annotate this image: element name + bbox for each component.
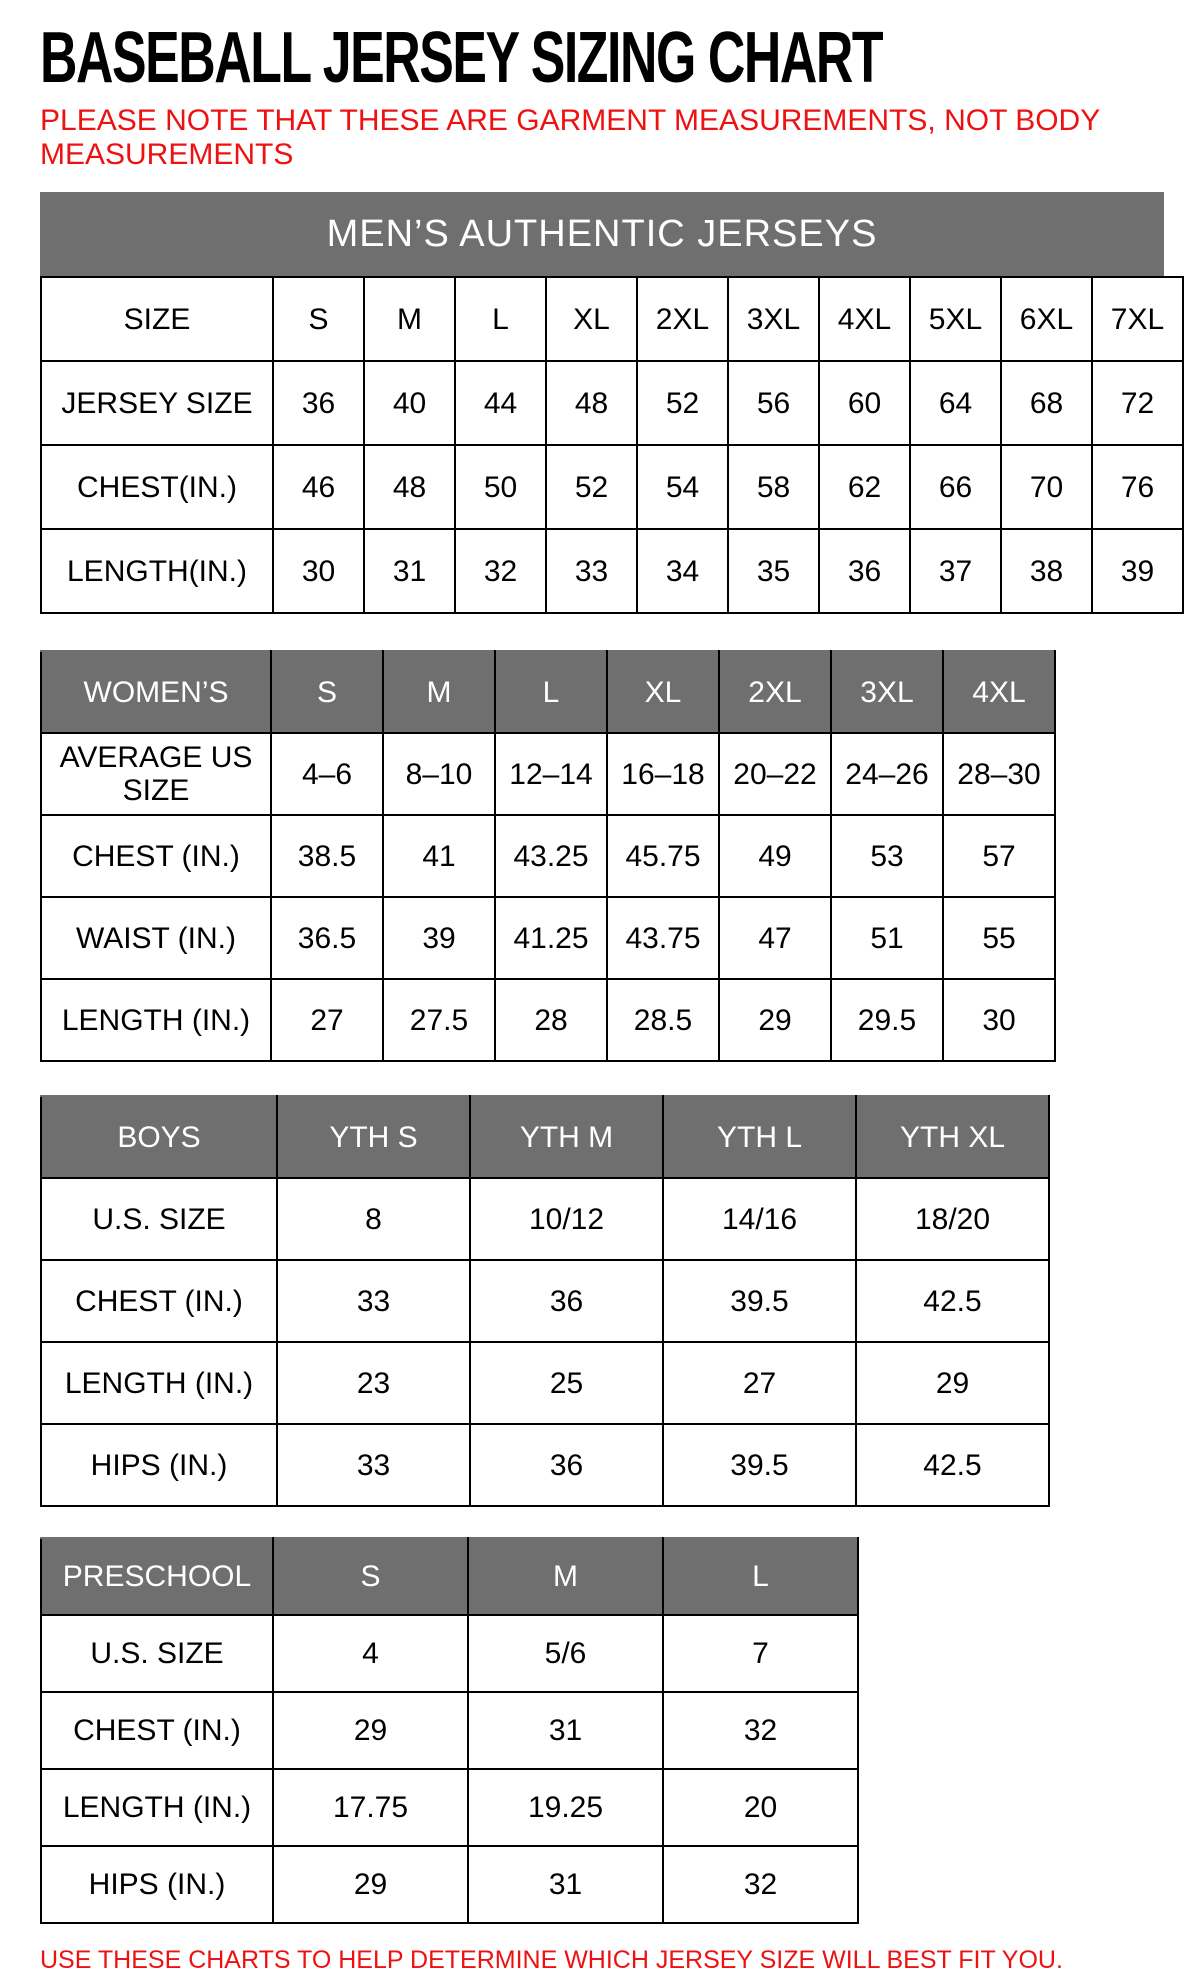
womens-table-row	[41, 897, 1055, 979]
value-cell: 28.5	[607, 979, 719, 1061]
page-title: BASEBALL JERSEY SIZING CHART	[40, 18, 883, 98]
value-cell: 64	[910, 361, 1001, 445]
value-cell: 24–26	[831, 733, 943, 815]
preschool-table-row	[41, 1692, 858, 1769]
value-cell: 38	[1001, 529, 1092, 613]
value-cell: 55	[943, 897, 1055, 979]
row-label-cell: HIPS (IN.)	[41, 1424, 277, 1506]
womens-sizing-table	[40, 650, 1056, 1062]
value-cell: 33	[277, 1424, 470, 1506]
value-cell: 3XL	[728, 277, 819, 361]
value-cell: L	[455, 277, 546, 361]
value-cell: 33	[546, 529, 637, 613]
value-cell: 66	[910, 445, 1001, 529]
value-cell: 40	[364, 361, 455, 445]
value-cell: 56	[728, 361, 819, 445]
value-cell: 30	[273, 529, 364, 613]
preschool-table-row	[41, 1615, 858, 1692]
value-cell: 29	[273, 1846, 468, 1923]
row-label-cell: SIZE	[41, 277, 273, 361]
value-cell: 33	[277, 1260, 470, 1342]
value-cell: 52	[637, 361, 728, 445]
mens-table-row	[41, 277, 1183, 361]
value-cell: 70	[1001, 445, 1092, 529]
value-cell: 8	[277, 1178, 470, 1260]
value-cell: 48	[364, 445, 455, 529]
womens-table-row	[41, 733, 1055, 815]
value-cell: 53	[831, 815, 943, 897]
value-cell: 52	[546, 445, 637, 529]
row-label-cell: BOYS	[41, 1096, 277, 1178]
value-cell: 8–10	[383, 733, 495, 815]
value-cell: 29	[273, 1692, 468, 1769]
value-cell: 28–30	[943, 733, 1055, 815]
value-cell: 36	[819, 529, 910, 613]
value-cell: 4	[273, 1615, 468, 1692]
value-cell: 45.75	[607, 815, 719, 897]
boys-header-row	[41, 1096, 1049, 1178]
value-cell: S	[273, 277, 364, 361]
value-cell: 14/16	[663, 1178, 856, 1260]
mens-section	[40, 192, 1200, 614]
boys-table-row	[41, 1342, 1049, 1424]
value-cell: 29	[719, 979, 831, 1061]
value-cell: 25	[470, 1342, 663, 1424]
value-cell: S	[271, 651, 383, 733]
value-cell: XL	[546, 277, 637, 361]
row-label-cell: WAIST (IN.)	[41, 897, 271, 979]
row-label-cell: JERSEY SIZE	[41, 361, 273, 445]
value-cell: 76	[1092, 445, 1183, 529]
value-cell: 39.5	[663, 1260, 856, 1342]
mens-table-banner: MEN’S AUTHENTIC JERSEYS	[40, 192, 1164, 276]
value-cell: 16–18	[607, 733, 719, 815]
row-label-cell: U.S. SIZE	[41, 1615, 273, 1692]
value-cell: 7	[663, 1615, 858, 1692]
value-cell: L	[495, 651, 607, 733]
value-cell: 42.5	[856, 1260, 1049, 1342]
value-cell: 34	[637, 529, 728, 613]
preschool-sizing-table	[40, 1537, 859, 1924]
value-cell: YTH M	[470, 1096, 663, 1178]
value-cell: 19.25	[468, 1769, 663, 1846]
preschool-table-row	[41, 1769, 858, 1846]
row-label-cell: WOMEN’S	[41, 651, 271, 733]
value-cell: 3XL	[831, 651, 943, 733]
value-cell: 49	[719, 815, 831, 897]
value-cell: YTH S	[277, 1096, 470, 1178]
boys-table-row	[41, 1178, 1049, 1260]
value-cell: M	[364, 277, 455, 361]
value-cell: 5XL	[910, 277, 1001, 361]
mens-table-row	[41, 529, 1183, 613]
value-cell: 57	[943, 815, 1055, 897]
value-cell: 62	[819, 445, 910, 529]
value-cell: 47	[719, 897, 831, 979]
row-label-cell: LENGTH (IN.)	[41, 979, 271, 1061]
row-label-cell: CHEST (IN.)	[41, 1260, 277, 1342]
value-cell: S	[273, 1538, 468, 1615]
value-cell: 50	[455, 445, 546, 529]
value-cell: 6XL	[1001, 277, 1092, 361]
value-cell: 29.5	[831, 979, 943, 1061]
value-cell: 4XL	[943, 651, 1055, 733]
mens-sizing-table	[40, 276, 1184, 614]
value-cell: 30	[943, 979, 1055, 1061]
value-cell: 41.25	[495, 897, 607, 979]
value-cell: 32	[455, 529, 546, 613]
value-cell: M	[383, 651, 495, 733]
value-cell: 42.5	[856, 1424, 1049, 1506]
value-cell: 37	[910, 529, 1001, 613]
value-cell: 27	[271, 979, 383, 1061]
value-cell: 41	[383, 815, 495, 897]
value-cell: 39	[383, 897, 495, 979]
value-cell: 29	[856, 1342, 1049, 1424]
value-cell: YTH L	[663, 1096, 856, 1178]
value-cell: 23	[277, 1342, 470, 1424]
value-cell: 58	[728, 445, 819, 529]
boys-table-row	[41, 1424, 1049, 1506]
value-cell: 31	[468, 1692, 663, 1769]
value-cell: L	[663, 1538, 858, 1615]
value-cell: 36	[273, 361, 364, 445]
value-cell: XL	[607, 651, 719, 733]
womens-table-row	[41, 815, 1055, 897]
boys-sizing-table	[40, 1095, 1050, 1507]
value-cell: 43.25	[495, 815, 607, 897]
row-label-cell: LENGTH(IN.)	[41, 529, 273, 613]
value-cell: YTH XL	[856, 1096, 1049, 1178]
row-label-cell: CHEST (IN.)	[41, 1692, 273, 1769]
womens-header-row	[41, 651, 1055, 733]
value-cell: 51	[831, 897, 943, 979]
value-cell: 32	[663, 1692, 858, 1769]
value-cell: 18/20	[856, 1178, 1049, 1260]
value-cell: 72	[1092, 361, 1183, 445]
value-cell: 36.5	[271, 897, 383, 979]
womens-table-row	[41, 979, 1055, 1061]
value-cell: 43.75	[607, 897, 719, 979]
value-cell: 44	[455, 361, 546, 445]
row-label-cell: CHEST (IN.)	[41, 815, 271, 897]
row-label-cell: PRESCHOOL	[41, 1538, 273, 1615]
value-cell: 46	[273, 445, 364, 529]
value-cell: 20	[663, 1769, 858, 1846]
row-label-cell: CHEST(IN.)	[41, 445, 273, 529]
value-cell: 27.5	[383, 979, 495, 1061]
boys-table-row	[41, 1260, 1049, 1342]
value-cell: 36	[470, 1260, 663, 1342]
footer-text: USE THESE CHARTS TO HELP DETERMINE WHICH JERSEY SIZE WILL BEST FIT YOU.	[40, 1946, 1063, 1975]
note-line-1: PLEASE NOTE THAT THESE ARE GARMENT MEASUREMENTS, NOT BODY	[40, 104, 1101, 138]
row-label-cell: HIPS (IN.)	[41, 1846, 273, 1923]
row-label-cell: U.S. SIZE	[41, 1178, 277, 1260]
value-cell: 7XL	[1092, 277, 1183, 361]
row-label-cell: LENGTH (IN.)	[41, 1342, 277, 1424]
value-cell: 4XL	[819, 277, 910, 361]
value-cell: 27	[663, 1342, 856, 1424]
value-cell: 48	[546, 361, 637, 445]
value-cell: 31	[468, 1846, 663, 1923]
value-cell: 12–14	[495, 733, 607, 815]
value-cell: 35	[728, 529, 819, 613]
value-cell: 60	[819, 361, 910, 445]
value-cell: 2XL	[637, 277, 728, 361]
value-cell: 36	[470, 1424, 663, 1506]
row-label-cell: LENGTH (IN.)	[41, 1769, 273, 1846]
value-cell: 54	[637, 445, 728, 529]
value-cell: 2XL	[719, 651, 831, 733]
mens-table-row	[41, 445, 1183, 529]
garment-measurements-note	[40, 104, 1200, 172]
value-cell: 38.5	[271, 815, 383, 897]
value-cell: 68	[1001, 361, 1092, 445]
value-cell: 28	[495, 979, 607, 1061]
preschool-table-row	[41, 1846, 858, 1923]
value-cell: 20–22	[719, 733, 831, 815]
value-cell: M	[468, 1538, 663, 1615]
row-label-cell: AVERAGE US SIZE	[41, 733, 271, 815]
value-cell: 39.5	[663, 1424, 856, 1506]
mens-table-row	[41, 361, 1183, 445]
value-cell: 31	[364, 529, 455, 613]
value-cell: 10/12	[470, 1178, 663, 1260]
value-cell: 4–6	[271, 733, 383, 815]
value-cell: 32	[663, 1846, 858, 1923]
preschool-header-row	[41, 1538, 858, 1615]
value-cell: 17.75	[273, 1769, 468, 1846]
value-cell: 39	[1092, 529, 1183, 613]
value-cell: 5/6	[468, 1615, 663, 1692]
note-line-2: MEASUREMENTS	[40, 138, 294, 172]
